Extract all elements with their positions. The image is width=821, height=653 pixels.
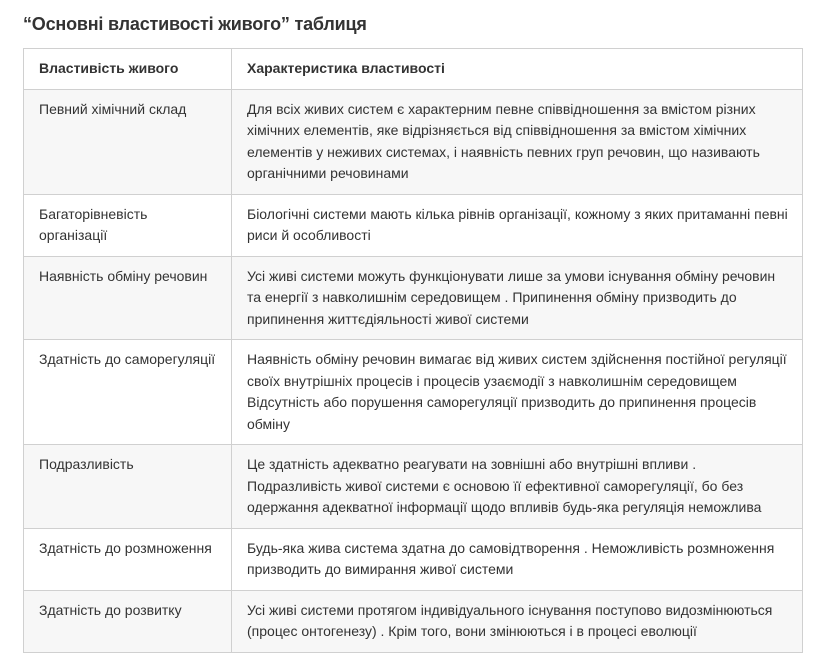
- property-cell: Здатність до розмноження: [24, 528, 232, 590]
- table-row: [24, 445, 803, 529]
- property-cell: Наявність обміну речовин: [24, 256, 232, 340]
- description-cell: Усі живі системи можуть функціонувати лише за умови існування обміну речовин та енергії з навколишнім середовищем . Припинення обміну призводить до припинення життєдіяльності живої системи: [232, 256, 803, 340]
- page-title: “Основні властивості живого” таблиця: [23, 14, 367, 34]
- table-header-row: [24, 49, 803, 90]
- property-cell: Подразливість: [24, 445, 232, 529]
- property-cell: Певний хімічний склад: [24, 89, 232, 194]
- description-cell: Біологічні системи мають кілька рівнів організації, кожному з яких притаманні певні риси й особливості: [232, 194, 803, 256]
- table-row: [24, 89, 803, 194]
- column-header-property: Властивість живого: [24, 49, 232, 90]
- table-row: [24, 256, 803, 340]
- table-row: [24, 340, 803, 445]
- property-cell: Здатність до саморегуляції: [24, 340, 232, 445]
- property-cell: Багаторівневість організації: [24, 194, 232, 256]
- column-header-description: Характеристика властивості: [232, 49, 803, 90]
- description-cell: Це здатність адекватно реагувати на зовнішні або внутрішні впливи . Подразливість живої системи є основою її ефективної саморегуляції, бо без одержання адекватної інформації щодо впливів будь-яка регуляція неможлива: [232, 445, 803, 529]
- description-cell: Наявність обміну речовин вимагає від живих систем здійснення постійної регуляції своїх внутрішніх процесів і процесів узаємодії з навколишнім середовищем Відсутність або порушення саморегуляції призводить до припинення процесів обміну: [232, 340, 803, 445]
- description-cell: Для всіх живих систем є характерним певне співвідношення за вмістом різних хімічних елементів, яке відрізняється від співвідношення за вмістом хімічних елементів у неживих системах, і наявність певних груп речовин, що називають органічними речовинами: [232, 89, 803, 194]
- table-row: [24, 528, 803, 590]
- table-row: [24, 194, 803, 256]
- description-cell: Усі живі системи протягом індивідуального існування поступово видозмінюються (процес онтогенезу) . Крім того, вони змінюються і в процесі еволюції: [232, 590, 803, 652]
- description-cell: Будь-яка жива система здатна до самовідтворення . Неможливість розмноження призводить до вимирання живої системи: [232, 528, 803, 590]
- property-cell: Здатність до розвитку: [24, 590, 232, 652]
- table-row: [24, 590, 803, 652]
- properties-table: [23, 48, 803, 653]
